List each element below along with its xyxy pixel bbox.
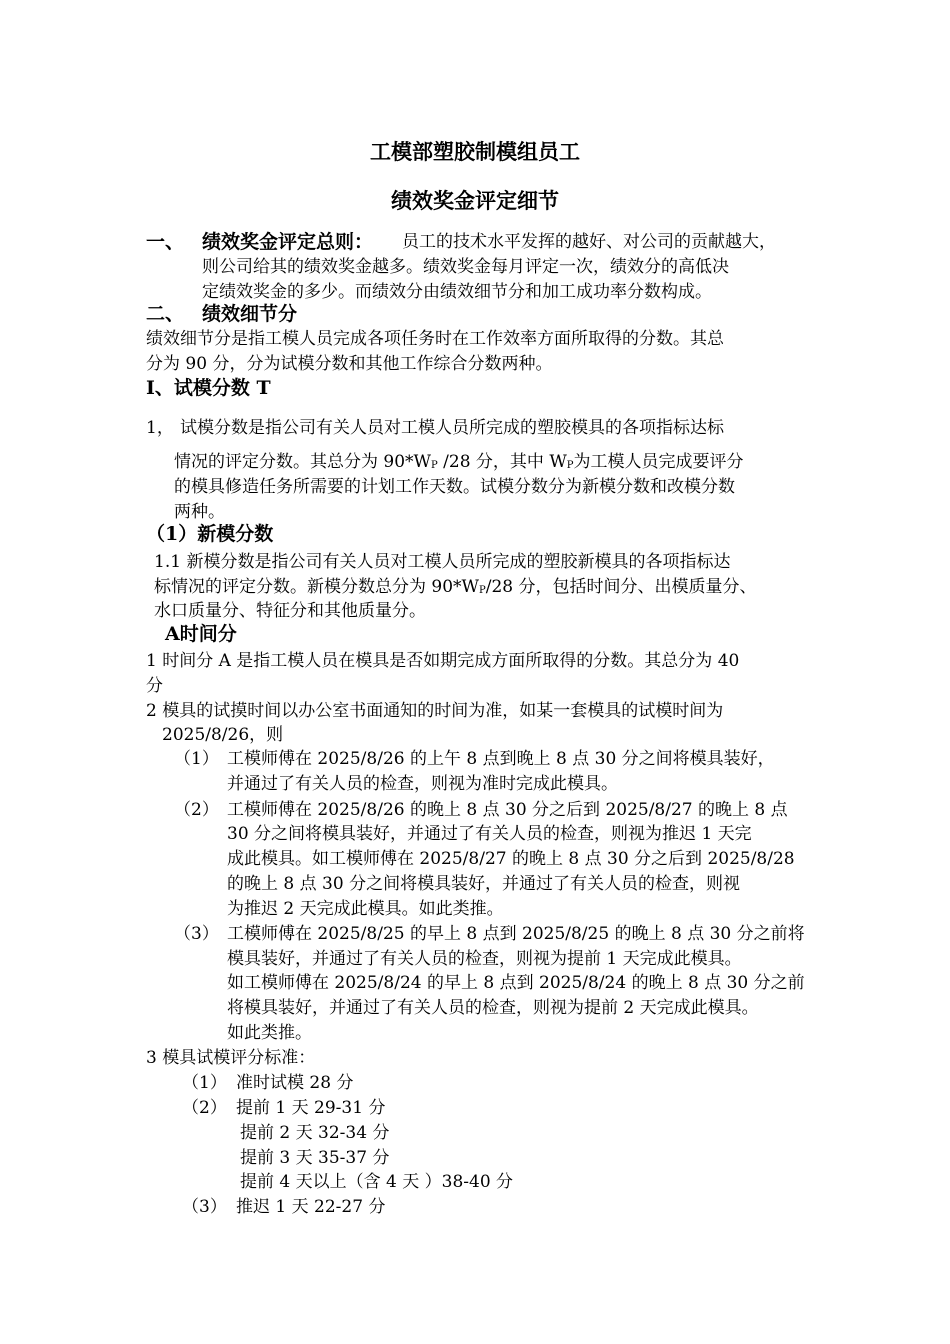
paragraph-text: 1.1 新模分数是指公司有关人员对工模人员所完成的塑胶新模具的各项指标达 [154,552,731,572]
paragraph-text: 的模具修造任务所需要的计划工作天数。试模分数分为新模分数和改模分数 [174,477,735,497]
list-item-text: 成此模具。如工模师傅在 2025/8/27 的晚上 8 点 30 分之后到 2025/8/28 [227,849,795,869]
paragraph-number: 1， [146,418,174,438]
section-1-text: 员工的技术水平发挥的越好、对公司的贡献越大， [402,232,776,252]
list-item-number: （1） [182,1073,227,1093]
list-item-text: 工模师傅在 2025/8/26 的晚上 8 点 30 分之后到 2025/8/27 的晚上 8 点 [227,800,788,820]
paragraph-text: 标情况的评定分数。新模分数总分为 $90*W_P/28$ 分，包括时间分、出模质量分、 [154,577,757,597]
paragraph-text: 3 模具试模评分标准： [146,1048,316,1068]
section-1-text: 定绩效奖金的多少。而绩效分由绩效细节分和加工成功率分数构成。 [202,282,712,302]
paragraph-text: 2025/8/26，则 [162,725,284,745]
list-item-text: 将模具装好，并通过了有关人员的检查，则视为提前 2 天完成此模具。 [227,998,759,1018]
list-item-number: （3） [182,1197,227,1217]
list-item-text: 准时试模 28 分 [236,1073,354,1093]
list-item-text: 为推迟 2 天完成此模具。如此类推。 [227,899,504,919]
paragraph-text: 1 时间分 A 是指工模人员在模具是否如期完成方面所取得的分数。其总分为 40 [146,651,740,671]
section-2-number: 二、 [146,303,185,325]
document-subtitle: 绩效奖金评定细节 [391,188,559,213]
list-item-text: 的晚上 8 点 30 分之间将模具装好，并通过了有关人员的检查，则视 [227,874,741,894]
section-1-number: 一、 [146,231,185,253]
section-1-heading: 绩效奖金评定总则： [202,231,374,253]
paragraph-text: 试模分数是指公司有关人员对工模人员所完成的塑胶模具的各项指标达标 [180,418,724,438]
paragraph-text: 水口质量分、特征分和其他质量分。 [154,601,426,621]
list-item-text: 工模师傅在 2025/8/25 的早上 8 点到 2025/8/25 的晚上 8 点 30 分之前将 [227,924,805,944]
list-item-text: 并通过了有关人员的检查，则视为准时完成此模具。 [227,774,618,794]
list-item-text: 工模师傅在 2025/8/26 的上午 8 点到晚上 8 点 30 分之间将模具装好， [227,749,775,769]
paragraph-text: 两种。 [174,502,225,522]
list-item-number: （1） [174,749,219,769]
paragraph-text: 分 [146,676,163,696]
paragraph-text: 情况的评定分数。其总分为 $90*W_P$ /28 分，其中 $W_P$为工模人员完成要评分 [174,452,744,472]
list-item-text: 提前 1 天 29-31 分 [236,1098,386,1118]
paragraph-text: 2 模具的试摸时间以办公室书面通知的时间为准，如某一套模具的试模时间为 [146,701,724,721]
list-item-text: 提前 2 天 32-34 分 [240,1123,390,1143]
list-item-text: 提前 4 天以上（含 4 天 ）38-40 分 [240,1172,514,1192]
document-title: 工模部塑胶制模组员工 [370,139,580,164]
list-item-text: 30 分之间将模具装好，并通过了有关人员的检查，则视为推迟 1 天完 [227,824,752,844]
list-item-number: （3） [174,924,219,944]
section-i-heading: I、试模分数 T [146,377,271,399]
section-1-text: 则公司给其的绩效奖金越多。绩效奖金每月评定一次，绩效分的高低决 [202,257,729,277]
list-item-text: 提前 3 天 35-37 分 [240,1148,390,1168]
list-item-number: （2） [174,800,219,820]
list-item-text: 模具装好，并通过了有关人员的检查，则视为提前 1 天完成此模具。 [227,949,742,969]
section-2-heading: 绩效细节分 [202,303,298,325]
time-score-heading: A时间分 [165,623,237,645]
list-item-text: 如此类推。 [227,1023,312,1043]
list-item-text: 如工模师傅在 2025/8/24 的早上 8 点到 2025/8/24 的晚上 8 点 30 分之前 [227,973,805,993]
section-2-text: 绩效细节分是指工模人员完成各项任务时在工作效率方面所取得的分数。其总 [146,329,724,349]
list-item-text: 推迟 1 天 22-27 分 [236,1197,386,1217]
list-item-number: （2） [182,1098,227,1118]
new-mold-heading: （1）新模分数 [146,523,274,545]
section-2-text: 分为 90 分，分为试模分数和其他工作综合分数两种。 [146,354,553,374]
